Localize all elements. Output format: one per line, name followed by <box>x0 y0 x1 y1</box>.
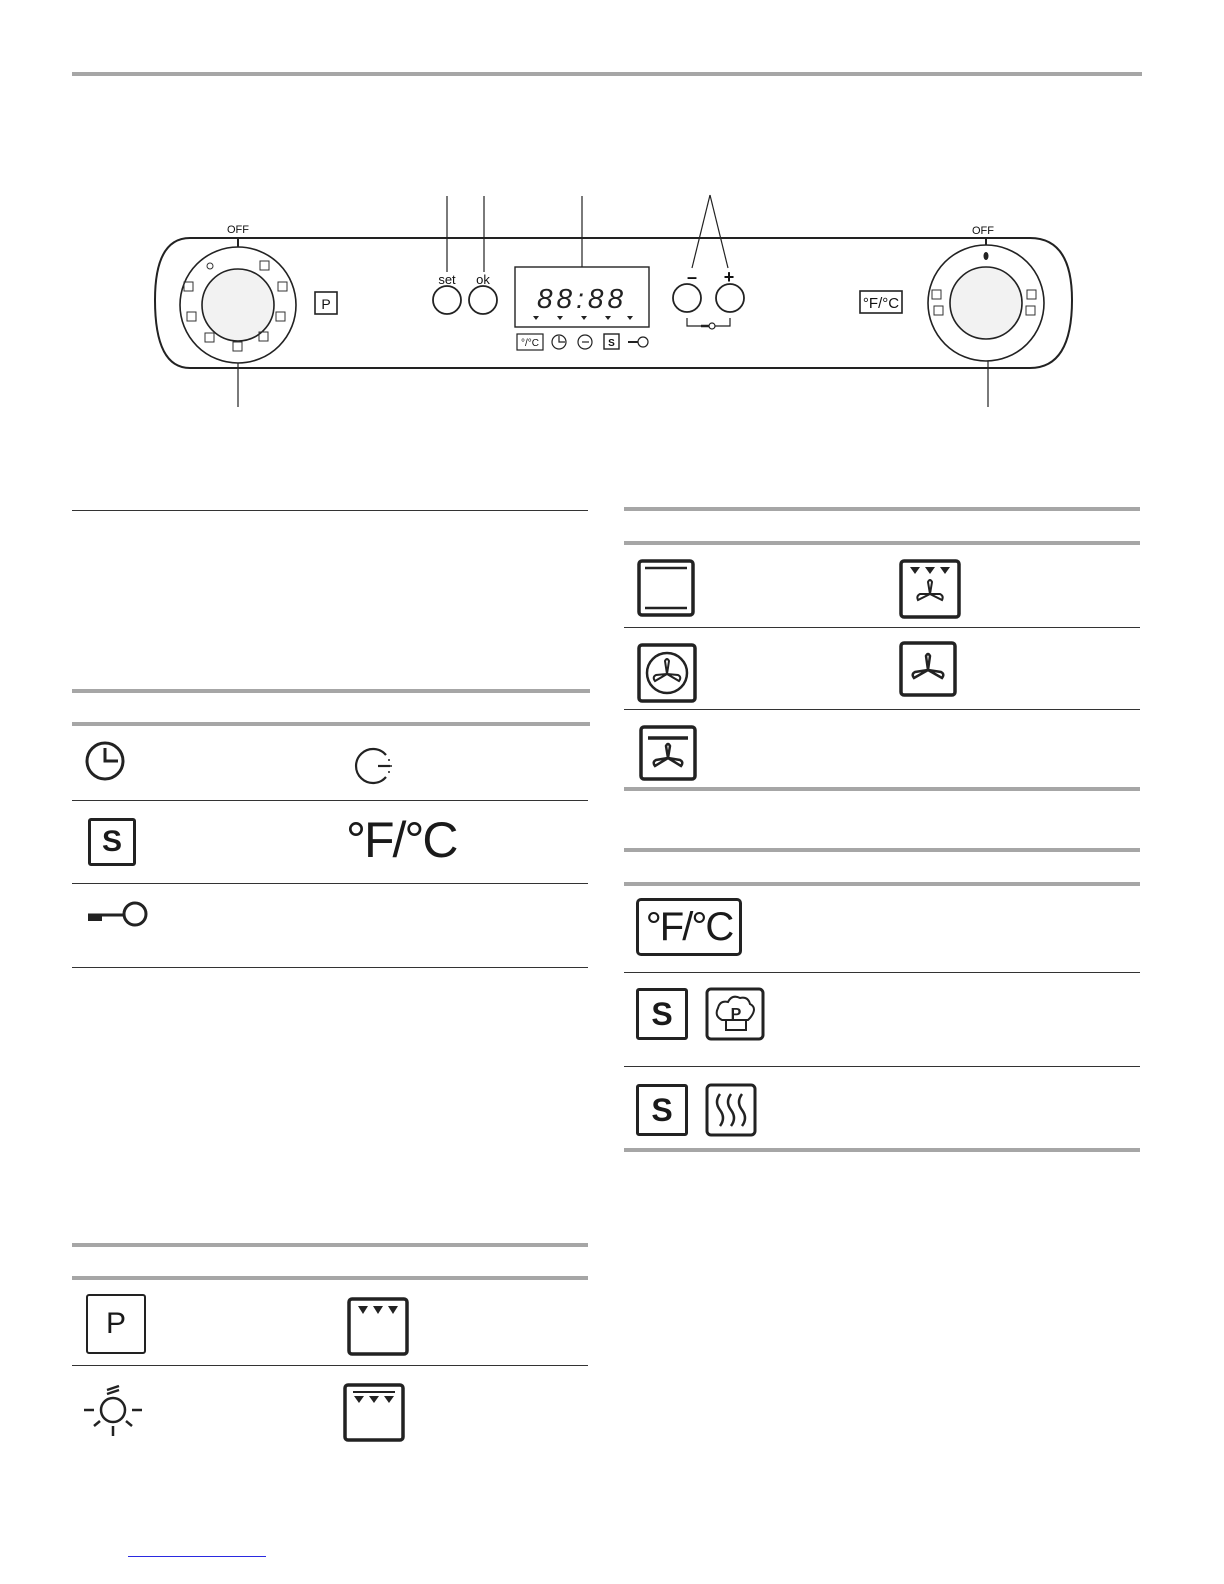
svg-text:°/°C: °/°C <box>521 338 539 349</box>
oven-functions-row-divider-2 <box>624 709 1140 710</box>
footer-link-underline[interactable] <box>128 1556 266 1557</box>
svg-text:P: P <box>321 296 331 312</box>
proof-icon-p: P <box>730 1006 742 1023</box>
settings-row-divider-1 <box>624 972 1140 973</box>
s-icon-steam <box>636 1084 688 1136</box>
steam-icon <box>704 1082 758 1138</box>
bake-icon <box>636 558 696 618</box>
svg-text:S: S <box>608 338 615 349</box>
display-indicator-icons <box>517 334 648 350</box>
settings-table-rule <box>624 848 1140 852</box>
set-button[interactable] <box>433 272 461 314</box>
program-p-icon <box>86 1294 146 1354</box>
display-icons-bottom-rule <box>72 967 588 968</box>
lock-combo-bracket <box>687 318 730 329</box>
temp-unit-icon-boxed <box>636 898 742 956</box>
top-rule <box>72 72 1142 76</box>
oven-functions-table-rule <box>624 507 1140 511</box>
display-icons-table-header-rule <box>72 722 590 726</box>
function-selector-knob[interactable] <box>180 238 296 407</box>
svg-text:°F/°C: °F/°C <box>862 295 900 312</box>
proof-icon <box>704 986 766 1042</box>
fan-top-heat-icon <box>898 558 962 620</box>
program-table-header-rule <box>72 1276 588 1280</box>
right-off-label: OFF <box>972 225 994 237</box>
s-icon-proof <box>636 988 688 1040</box>
settings-table-header-rule <box>624 882 1140 886</box>
control-panel-diagram <box>0 180 1224 420</box>
s-icon-label: S <box>101 825 122 858</box>
oven-functions-table-header-rule <box>624 541 1140 545</box>
timer-icon <box>350 745 396 787</box>
ok-button[interactable] <box>469 272 497 314</box>
clock-icon <box>84 740 128 784</box>
display-icons-table-rule <box>72 689 590 693</box>
program-table-row-divider <box>72 1365 588 1366</box>
oven-functions-bottom-rule <box>624 787 1140 791</box>
settings-row-divider-2 <box>624 1066 1140 1067</box>
left-top-thin-rule <box>72 510 588 511</box>
oven-functions-row-divider-1 <box>624 627 1140 628</box>
key-lock-icon <box>86 900 152 930</box>
plus-button[interactable] <box>716 267 744 312</box>
svg-text:88:88: 88:88 <box>536 283 628 314</box>
oven-light-icon <box>80 1380 142 1438</box>
s-icon-steam-label: S <box>651 1091 673 1128</box>
settings-table-bottom-rule <box>624 1148 1140 1152</box>
temp-unit-label-large: °F/°C <box>346 812 457 868</box>
top-heat-icon <box>346 1296 412 1358</box>
svg-text:ok: ok <box>476 272 490 287</box>
program-table-rule <box>72 1243 588 1247</box>
p-button[interactable] <box>315 292 337 314</box>
display-icons-row-divider-2 <box>72 883 588 884</box>
minus-button[interactable] <box>673 267 701 312</box>
fan-bake-icon <box>898 640 958 698</box>
temperature-knob[interactable] <box>928 237 1044 407</box>
display-icons-row-divider-1 <box>72 800 588 801</box>
left-off-label: OFF <box>227 224 249 236</box>
convection-fan-icon <box>636 642 698 704</box>
s-icon <box>88 818 136 866</box>
program-p-label: P <box>105 1307 126 1340</box>
temp-unit-icon-label: °F/°C <box>645 904 733 949</box>
top-heat-grill-icon <box>342 1382 408 1444</box>
svg-text:+: + <box>723 267 735 287</box>
fan-grill-icon <box>638 724 698 782</box>
svg-text:set: set <box>438 272 456 287</box>
svg-text:–: – <box>686 267 698 287</box>
temp-unit-button[interactable] <box>860 291 902 313</box>
s-icon-proof-label: S <box>651 995 673 1032</box>
digital-display <box>515 196 649 327</box>
